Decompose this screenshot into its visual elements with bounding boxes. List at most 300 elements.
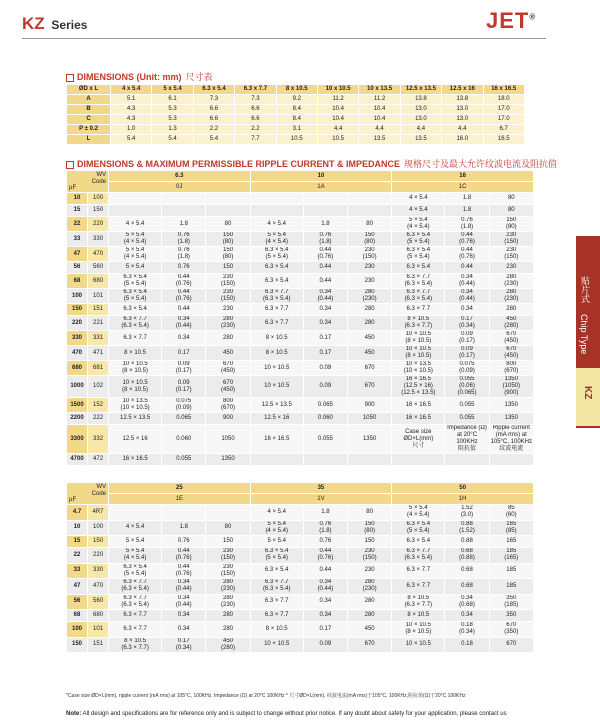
capacitance-cell: 56: [67, 594, 88, 610]
spec-cell: 0.17 (0.34): [162, 637, 206, 653]
table-row: [67, 425, 534, 454]
spec-cell: 0.055: [445, 398, 489, 413]
dim-row-label: P ± 0.2: [67, 125, 111, 135]
dim-row: [67, 95, 525, 105]
spec-cell: 1.8: [162, 520, 206, 536]
dim-cell: 2.2: [193, 125, 234, 135]
spec-cell: 0.09 (0.17): [445, 331, 489, 346]
spec-cell: 80: [489, 193, 533, 205]
spec-cell: 0.055: [162, 454, 206, 466]
uf-label: µF: [69, 497, 77, 503]
table-row: [67, 346, 534, 361]
spec-cell: 280: [206, 331, 250, 346]
spec-cell: 0.060: [303, 413, 347, 425]
dim-cell: 10.4: [359, 105, 400, 115]
dim-row: [67, 115, 525, 125]
spec-cell: 8 × 10.5 (6.3 × 7.7): [392, 594, 445, 610]
spec-cell: 350 (185): [489, 594, 533, 610]
cap-code-cell: 100: [88, 193, 109, 205]
spec-cell: 6.3 × 7.7: [109, 331, 162, 346]
spec-cell: 6.3 × 7.7: [250, 610, 303, 622]
dim-cell: 13.8: [442, 95, 483, 105]
table-row: [67, 262, 534, 274]
side-tab-kz: KZ: [576, 368, 600, 426]
dim-cell: 16.0: [442, 135, 483, 145]
dim-cell: 5.4: [111, 135, 152, 145]
voltage-code: 0J: [109, 182, 251, 193]
dim-row-label: L: [67, 135, 111, 145]
capacitance-cell: 330: [67, 331, 88, 346]
cap-code-cell: 560: [88, 594, 109, 610]
spec-cell: 450 (280): [489, 316, 533, 331]
spec-cell: 0.055: [303, 425, 347, 454]
spec-cell: 0.34 (0.44): [162, 594, 206, 610]
spec-cell: 670 (450): [489, 331, 533, 346]
spec-cell: 670 (350): [489, 622, 533, 638]
capacitance-cell: 68: [67, 610, 88, 622]
spec-cell: 280 (230): [489, 289, 533, 304]
voltage-header: 50: [392, 483, 534, 494]
cap-code-cell: 101: [88, 289, 109, 304]
spec-cell: 8 × 10.5: [250, 331, 303, 346]
spec-cell: 0.17: [303, 331, 347, 346]
cap-code-cell: 220: [88, 548, 109, 564]
dim-row-label: A: [67, 95, 111, 105]
capacitance-cell: 22: [67, 548, 88, 564]
spec-cell: 1.8: [445, 205, 489, 217]
spec-cell: 0.44: [445, 262, 489, 274]
table-row: [67, 232, 534, 247]
spec-cell: [109, 505, 162, 521]
spec-cell: 6.3 × 7.7: [250, 594, 303, 610]
spec-cell: [489, 454, 533, 466]
spec-cell: 0.075 (0.09): [445, 361, 489, 376]
dim-size-header: 10 x 10.5: [317, 85, 358, 95]
dim-row: [67, 125, 525, 135]
dim-cell: 4.4: [359, 125, 400, 135]
spec-cell: 0.88 (1.52): [445, 520, 489, 536]
spec-cell: 4 × 5.4: [392, 193, 445, 205]
spec-cell: 670: [348, 637, 392, 653]
spec-cell: 4 × 5.4: [392, 205, 445, 217]
capacitance-cell: 4.7: [67, 505, 88, 521]
spec-cell: 6.3 × 7.7 (6.3 × 5.4): [109, 594, 162, 610]
spec-cell: 280 (230): [348, 579, 392, 595]
legend-imp: Impedance (Ω) at 20°C 100KHz 阻抗值: [445, 425, 489, 454]
spec-cell: 280: [348, 316, 392, 331]
dim-cell: 13.5: [400, 135, 441, 145]
spec-cell: 4 × 5.4: [250, 217, 303, 232]
spec-cell: 350: [489, 610, 533, 622]
dim-cell: 10.5: [317, 135, 358, 145]
spec-cell: 0.34: [303, 610, 347, 622]
dim-cell: 10.4: [317, 105, 358, 115]
spec-cell: 0.88: [445, 536, 489, 548]
spec-cell: 670 (450): [206, 376, 250, 398]
cap-code-cell: 150: [88, 205, 109, 217]
spec-cell: 6.3 × 5.4: [250, 262, 303, 274]
spec-cell: 5 × 5.4: [109, 262, 162, 274]
spec-cell: 4 × 5.4: [109, 520, 162, 536]
spec-cell: 6.3 × 5.4 (5 × 5.4): [109, 563, 162, 579]
spec-cell: 280 (230): [206, 579, 250, 595]
spec-cell: 10 × 10.5 (8 × 10.5): [109, 361, 162, 376]
capacitance-cell: 3300: [67, 425, 88, 454]
spec-cell: [250, 454, 303, 466]
spec-cell: 670: [348, 361, 392, 376]
spec-cell: 1.8: [445, 193, 489, 205]
spec-cell: 0.34: [162, 622, 206, 638]
capacitance-cell: 100: [67, 622, 88, 638]
capacitance-cell: 15: [67, 205, 88, 217]
dim-cell: 17.0: [483, 105, 524, 115]
spec-cell: 6.3 × 5.4 (5 × 5.4): [392, 247, 445, 262]
spec-cell: 12.5 × 13.5: [109, 413, 162, 425]
cap-code-cell: 221: [88, 316, 109, 331]
dim-cell: 16.5: [483, 135, 524, 145]
spec-cell: 5 × 5.4: [109, 536, 162, 548]
dim-cell: 8.4: [276, 105, 317, 115]
cap-code-cell: 151: [88, 304, 109, 316]
capacitance-cell: 33: [67, 563, 88, 579]
voltage-header: 6.3: [109, 171, 251, 182]
spec-cell: 0.34: [445, 304, 489, 316]
dim-row: [67, 135, 525, 145]
dim-cell: 1.0: [111, 125, 152, 135]
dim-cell: 11.2: [359, 95, 400, 105]
spec-cell: 230 (150): [206, 289, 250, 304]
spec-cell: 0.18: [445, 637, 489, 653]
cap-code-cell: 330: [88, 563, 109, 579]
spec-cell: 280: [489, 304, 533, 316]
capacitance-cell: 10: [67, 193, 88, 205]
spec-cell: 0.34: [162, 331, 206, 346]
spec-cell: 150: [348, 536, 392, 548]
capacitance-cell: 33: [67, 232, 88, 247]
cap-code-cell: 681: [88, 361, 109, 376]
spec-cell: 900: [206, 413, 250, 425]
spec-cell: 6.3 × 7.7: [250, 316, 303, 331]
spec-cell: 8 × 10.5: [250, 346, 303, 361]
dim-cell: 11.2: [317, 95, 358, 105]
spec-cell: 6.3 × 7.7: [392, 563, 445, 579]
dim-cell: 6.6: [235, 115, 276, 125]
spec-cell: 185: [489, 563, 533, 579]
cap-code-cell: 151: [88, 637, 109, 653]
capacitance-cell: 680: [67, 361, 88, 376]
cap-code-cell: 102: [88, 376, 109, 398]
spec-cell: 150 (80): [348, 232, 392, 247]
disclaimer-note: Note: All design and specifications are for reference only and is subject to change without prior notice. If any doubt about safety for your application, please contact us: [66, 711, 507, 717]
spec-cell: 0.44 (0.76): [445, 247, 489, 262]
dim-cell: 6.1: [152, 95, 193, 105]
table-row: [67, 454, 534, 466]
table-row: [67, 376, 534, 398]
capacitance-cell: 56: [67, 262, 88, 274]
table-row: [67, 289, 534, 304]
spec-cell: 0.17: [303, 346, 347, 361]
spec-cell: 230 (150): [348, 548, 392, 564]
table-row: [67, 274, 534, 289]
spec-cell: 0.34 (0.44): [445, 289, 489, 304]
voltage-code: 1A: [250, 182, 392, 193]
spec-cell: 6.3 × 5.4 (5 × 5.4): [109, 274, 162, 289]
spec-cell: 1350 (1050) (900): [489, 376, 533, 398]
cap-code-cell: 222: [88, 413, 109, 425]
spec-cell: 230 (150): [206, 274, 250, 289]
dim-corner: ØD x L: [67, 85, 111, 95]
spec-cell: 280: [206, 622, 250, 638]
spec-cell: 150 (80): [206, 232, 250, 247]
dim-size-header: 6.3 x 5.4: [193, 85, 234, 95]
cap-code-cell: 470: [88, 247, 109, 262]
spec-cell: [206, 193, 250, 205]
spec-cell: 12.5 × 16: [109, 425, 162, 454]
spec-cell: 10 × 13.5 (10 × 10.5): [392, 361, 445, 376]
spec-cell: 0.34 (0.44): [445, 274, 489, 289]
spec-cell: 230: [348, 274, 392, 289]
spec-cell: 280: [348, 594, 392, 610]
capacitance-cell: 22: [67, 217, 88, 232]
spec-cell: 450 (280): [206, 637, 250, 653]
spec-cell: 16 × 16.5: [109, 454, 162, 466]
spec-cell: [303, 454, 347, 466]
capacitance-cell: 47: [67, 247, 88, 262]
spec-cell: 0.065: [303, 398, 347, 413]
table-row: [67, 563, 534, 579]
spec-cell: 4 × 5.4: [250, 505, 303, 521]
spec-cell: 0.09 (0.17): [445, 346, 489, 361]
table-row: [67, 637, 534, 653]
code-label: Code: [91, 491, 107, 497]
table-row: [67, 193, 534, 205]
spec-cell: 5 × 5.4 (4 × 5.4): [392, 505, 445, 521]
uf-label: µF: [69, 185, 77, 191]
dim-cell: 6.6: [193, 115, 234, 125]
ripple-table-low-voltage: [66, 170, 534, 466]
spec-cell: 0.18 (0.34): [445, 622, 489, 638]
cap-code-cell: 330: [88, 232, 109, 247]
spec-cell: 150: [206, 262, 250, 274]
spec-cell: [250, 193, 303, 205]
spec-cell: 6.3 × 7.7 (6.3 × 5.4): [392, 548, 445, 564]
spec-cell: 0.76 (1.8): [162, 247, 206, 262]
spec-cell: 80: [489, 205, 533, 217]
spec-cell: 6.3 × 7.7 (6.3 × 5.4): [250, 579, 303, 595]
spec-cell: 16 × 16.5: [392, 398, 445, 413]
dim-cell: 18.0: [483, 95, 524, 105]
spec-cell: 150: [206, 536, 250, 548]
spec-cell: 230: [348, 262, 392, 274]
spec-cell: 230 (150): [489, 247, 533, 262]
spec-cell: 150 (80): [206, 247, 250, 262]
series-title: KZ Series: [22, 14, 88, 33]
dim-size-header: 16 x 16.5: [483, 85, 524, 95]
spec-cell: 6.3 × 7.7 (6.3 × 5.4): [109, 316, 162, 331]
table-row: [67, 247, 534, 262]
spec-cell: 0.44: [162, 304, 206, 316]
spec-cell: 5 × 5.4: [250, 536, 303, 548]
spec-cell: 6.3 × 7.7: [392, 579, 445, 595]
spec-cell: [206, 205, 250, 217]
dim-cell: 13.0: [442, 105, 483, 115]
capacitance-cell: 10: [67, 520, 88, 536]
footnote: *Case size ØD×L(mm), ripple current (mA rms) at 105°C, 100KHz, Impedance (Ω) at 20°C 100KHz * 尺寸ØD×L(mm), 纹波电流(mA rms)于105°C, 100KHz,阻抗值(Ω)于20°C 100KHz: [66, 693, 466, 699]
spec-cell: 0.44: [303, 262, 347, 274]
spec-cell: 6.3 × 7.7 (6.3 × 5.4): [109, 579, 162, 595]
square-bullet-icon: [66, 161, 74, 169]
spec-cell: 6.3 × 5.4: [392, 262, 445, 274]
spec-cell: 0.76: [162, 262, 206, 274]
dim-size-header: 12.5 x 13.5: [400, 85, 441, 95]
spec-cell: 6.3 × 5.4: [392, 536, 445, 548]
spec-cell: 12.5 × 13.5: [250, 398, 303, 413]
capacitance-cell: 1000: [67, 376, 88, 398]
dim-row: [67, 105, 525, 115]
spec-cell: 0.34 (0.44): [303, 289, 347, 304]
spec-cell: 0.68: [445, 563, 489, 579]
cap-code-cell: 470: [88, 579, 109, 595]
dim-size-header: 5 x 5.4: [152, 85, 193, 95]
spec-cell: [348, 205, 392, 217]
spec-cell: 8 × 10.5: [109, 346, 162, 361]
spec-cell: 10 × 10.5: [392, 637, 445, 653]
dim-cell: 13.0: [442, 115, 483, 125]
spec-cell: 0.34: [303, 594, 347, 610]
spec-cell: 670 (450): [489, 346, 533, 361]
spec-cell: 185: [489, 579, 533, 595]
dim-cell: 2.2: [235, 125, 276, 135]
spec-cell: 6.3 × 5.4: [250, 274, 303, 289]
spec-cell: 280: [348, 610, 392, 622]
spec-cell: [162, 505, 206, 521]
square-bullet-icon: [66, 74, 74, 82]
table-row: [67, 361, 534, 376]
cap-code-cell: 4R7: [88, 505, 109, 521]
spec-cell: 0.34: [303, 304, 347, 316]
spec-cell: 6.3 × 7.7: [109, 610, 162, 622]
capacitance-cell: 2200: [67, 413, 88, 425]
cap-code-cell: 220: [88, 217, 109, 232]
spec-cell: 280 (230): [489, 274, 533, 289]
spec-cell: 165: [489, 536, 533, 548]
spec-cell: 8 × 10.5 (6.3 × 7.7): [392, 316, 445, 331]
capacitance-cell: 15: [67, 536, 88, 548]
spec-cell: 8 × 10.5: [250, 622, 303, 638]
table-row: [67, 316, 534, 331]
table-corner: [67, 483, 109, 505]
spec-cell: 0.055: [445, 413, 489, 425]
spec-cell: 150 (80): [489, 217, 533, 232]
spec-cell: 450: [348, 622, 392, 638]
cap-code-cell: 472: [88, 454, 109, 466]
spec-cell: 1050: [206, 425, 250, 454]
table-row: [67, 217, 534, 232]
spec-cell: 280 (230): [348, 289, 392, 304]
spec-cell: 0.68 (0.88): [445, 548, 489, 564]
spec-cell: 0.34: [162, 610, 206, 622]
spec-cell: 1.8: [303, 505, 347, 521]
spec-cell: 450: [206, 346, 250, 361]
table-row: [67, 622, 534, 638]
spec-cell: [348, 193, 392, 205]
spec-cell: 0.76 (1.8): [303, 520, 347, 536]
side-tab-en: Chip Type: [579, 314, 589, 355]
spec-cell: 0.09 (0.17): [162, 376, 206, 398]
dim-cell: 4.4: [400, 125, 441, 135]
voltage-code: 1E: [109, 494, 251, 505]
spec-cell: 6.3 × 7.7 (6.3 × 5.4): [392, 274, 445, 289]
dim-cell: 6.6: [235, 105, 276, 115]
dim-cell: 3.1: [276, 125, 317, 135]
spec-cell: 16 × 16.5 (12.5 × 16) (12.5 × 13.5): [392, 376, 445, 398]
dim-cell: 4.3: [111, 105, 152, 115]
spec-cell: 150 (80): [348, 520, 392, 536]
table-row: [67, 304, 534, 316]
spec-cell: 0.44: [303, 563, 347, 579]
cap-code-cell: 471: [88, 346, 109, 361]
spec-cell: 280 (230): [206, 316, 250, 331]
dim-cell: 10.4: [317, 115, 358, 125]
dim-cell: 6.7: [483, 125, 524, 135]
spec-cell: 0.09: [303, 637, 347, 653]
spec-cell: 0.17 (0.34): [445, 316, 489, 331]
table-row: [67, 398, 534, 413]
table-row: [67, 579, 534, 595]
spec-cell: 0.34 (0.44): [303, 579, 347, 595]
spec-cell: 6.3 × 5.4 (5 × 5.4): [250, 548, 303, 564]
spec-cell: 0.055 (0.06) (0.065): [445, 376, 489, 398]
spec-cell: 6.3 × 5.4 (5 × 5.4): [250, 247, 303, 262]
table-row: [67, 331, 534, 346]
spec-cell: 0.44 (0.76): [303, 247, 347, 262]
cap-code-cell: 560: [88, 262, 109, 274]
voltage-code: 1C: [392, 182, 534, 193]
capacitance-cell: 47: [67, 579, 88, 595]
spec-cell: 10 × 10.5 (8 × 10.5): [392, 331, 445, 346]
dim-cell: 5.3: [152, 105, 193, 115]
table-corner: [67, 171, 109, 193]
dim-cell: 9.2: [276, 95, 317, 105]
spec-cell: 0.44 (0.76): [445, 232, 489, 247]
spec-cell: [445, 454, 489, 466]
spec-cell: 0.44 (0.76): [162, 274, 206, 289]
spec-cell: 280: [348, 304, 392, 316]
spec-cell: 0.76: [162, 536, 206, 548]
spec-cell: 0.68: [445, 579, 489, 595]
table-row: [67, 205, 534, 217]
spec-cell: 80: [206, 520, 250, 536]
dim-cell: 5.3: [152, 115, 193, 125]
spec-cell: 5 × 5.4 (4 × 5.4): [250, 232, 303, 247]
dim-cell: 8.4: [276, 115, 317, 125]
spec-cell: 8 × 10.5 (6.3 × 7.7): [109, 637, 162, 653]
spec-cell: 0.76 (1.8): [303, 232, 347, 247]
spec-cell: 450: [348, 331, 392, 346]
spec-cell: 1350: [489, 398, 533, 413]
spec-cell: 10 × 10.5: [250, 376, 303, 398]
header-divider: [22, 38, 546, 39]
spec-cell: 0.075 (0.09): [162, 398, 206, 413]
spec-cell: [162, 205, 206, 217]
spec-cell: 6.3 × 5.4: [250, 563, 303, 579]
dim-size-header: 6.3 x 7.7: [235, 85, 276, 95]
spec-cell: 80: [348, 505, 392, 521]
spec-cell: 5 × 5.4 (4 × 5.4): [109, 548, 162, 564]
spec-cell: 230 (150): [348, 247, 392, 262]
side-tab-zh: 贴片式: [580, 276, 590, 303]
spec-cell: 800 (670): [489, 361, 533, 376]
